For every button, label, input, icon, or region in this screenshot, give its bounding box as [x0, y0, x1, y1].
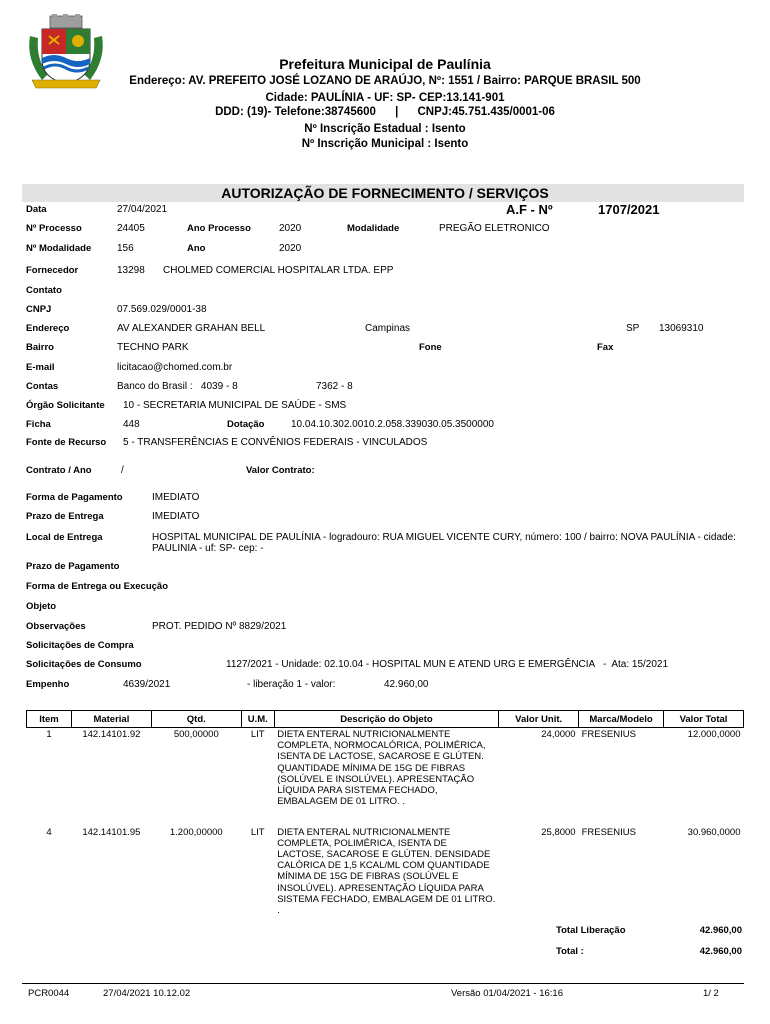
cell-qtd: 1.200,00000: [169, 826, 223, 838]
footer-datetime: 27/04/2021 10.12.02: [103, 988, 191, 999]
cell-valor-unit: 25,8000: [541, 826, 576, 838]
cell-descricao: DIETA ENTERAL NUTRICIONALMENTE COMPLETA, NORMOCALÓRICA, POLIMÉRICA, ISENTA DE LACTOSE, SACAROSE E GLÚTEN. QUANTIDADE MÍNIMA DE 15G DE FIBRAS (SOLÚVEL E INSOLÚVEL). APRESENTAÇÃO LÍQUIDA PARA SISTEMA FECHADO, EMBALAGEM DE 01 LITRO. .: [277, 729, 486, 808]
fornecedor-code: 13298: [117, 265, 145, 276]
fax-label: Fax: [597, 342, 614, 353]
modalidade-label: Modalidade: [347, 223, 400, 234]
footer-page-number: 1/ 2: [703, 988, 719, 999]
n-modalidade-label: Nº Modalidade: [26, 243, 92, 254]
cnpj-label: CNPJ: [26, 304, 52, 315]
af-label: A.F - Nº: [506, 202, 553, 217]
prazo-pagamento-label: Prazo de Pagamento: [26, 561, 120, 572]
cell-qtd: 500,00000: [173, 729, 219, 740]
contas-account: 7362 - 8: [316, 381, 353, 392]
cell-item: 4: [46, 826, 52, 838]
contrato-value: /: [121, 465, 124, 476]
contas-label: Contas: [26, 381, 59, 392]
bairro-value: TECHNO PARK: [117, 342, 189, 353]
liberacao-label: - liberação 1 - valor:: [247, 679, 336, 690]
cell-item: 1: [46, 729, 52, 740]
document-title: AUTORIZAÇÃO DE FORNECIMENTO / SERVIÇOS: [221, 185, 549, 201]
table-header-row: [27, 711, 744, 728]
ficha-label: Ficha: [26, 419, 51, 430]
cell-material: 142.14101.92: [82, 729, 141, 740]
footer-divider: [22, 983, 744, 984]
cell-valor-unit: 24,0000: [541, 729, 576, 740]
col-header-valor-total: Valor Total: [664, 711, 744, 728]
cell-material: 142.14101.95: [82, 826, 141, 838]
col-header-descricao: Descrição do Objeto: [274, 711, 499, 728]
org-address: Endereço: AV. PREFEITO JOSÉ LOZANO DE ARAÚJO, Nº: 1551 / Bairro: PARQUE BRASIL 500: [129, 75, 641, 87]
cidade-value: Campinas: [365, 323, 411, 334]
observacoes-label: Observações: [26, 621, 86, 632]
observacoes-value: PROT. PEDIDO Nº 8829/2021: [152, 621, 287, 632]
processo-label: Nº Processo: [26, 223, 82, 234]
ficha-value: 448: [123, 419, 140, 430]
municipal-registration: Nº Inscrição Municipal : Isento: [301, 138, 469, 150]
total-liberacao-label: Total Liberação: [556, 925, 626, 936]
org-name: Prefeitura Municipal de Paulínia: [279, 56, 491, 72]
data-value: 27/04/2021: [117, 204, 168, 215]
cell-valor-total: 30.960,0000: [687, 826, 741, 838]
col-header-material: Material: [71, 711, 151, 728]
cell-um: LIT: [250, 826, 265, 838]
local-entrega-label: Local de Entrega: [26, 532, 103, 543]
forma-pagamento-label: Forma de Pagamento: [26, 492, 123, 503]
ano-value: 2020: [279, 243, 302, 254]
cell-descricao: DIETA ENTERAL NUTRICIONALMENTE COMPLETA, POLIMÉRICA, ISENTA DE LACTOSE, SACAROSE E GLÚTEN. DENSIDADE CALÓRICA DE 1,5 KCAL/ML COM QUANTIDADE MÍNIMA DE 15G DE FIBRAS (SOLÚVEL E INSOLÚVEL). APRESENTAÇÃO LÍQUIDA PARA SISTEMA FECHADO, EMBALAGEM DE 01 LITRO. .: [277, 826, 496, 916]
table-row: [27, 826, 744, 918]
liberacao-value: 42.960,00: [384, 679, 429, 690]
total-label: Total :: [556, 946, 584, 957]
dotacao-label: Dotação: [227, 419, 265, 430]
dotacao-value: 10.04.10.302.0010.2.058.339030.05.3500000: [291, 419, 494, 430]
data-label: Data: [26, 204, 47, 215]
total-value: 42.960,00: [699, 946, 742, 957]
fonte-value: 5 - TRANSFERÊNCIAS E CONVÊNIOS FEDERAIS - VINCULADOS: [123, 437, 428, 448]
total-liberacao-value: 42.960,00: [699, 925, 742, 936]
fonte-label: Fonte de Recurso: [26, 437, 107, 448]
items-table: [26, 710, 744, 917]
col-header-item: Item: [27, 711, 72, 728]
uf-value: SP: [626, 323, 640, 334]
n-modalidade-value: 156: [117, 243, 134, 254]
email-label: E-mail: [26, 362, 55, 373]
footer-report-code: PCR0044: [28, 988, 70, 999]
col-header-marca: Marca/Modelo: [579, 711, 664, 728]
orgao-label: Órgão Solicitante: [26, 400, 105, 411]
cell-marca: FRESENIUS: [581, 826, 636, 838]
bairro-label: Bairro: [26, 342, 54, 353]
fornecedor-name: CHOLMED COMERCIAL HOSPITALAR LTDA. EPP: [163, 265, 394, 276]
contas-bank: Banco do Brasil : 4039 - 8: [117, 381, 238, 392]
local-entrega-value: HOSPITAL MUNICIPAL DE PAULÍNIA - logradouro: RUA MIGUEL VICENTE CURY, número: 100 / bairro: NOVA PAULÍNIA - cidade: PAULINIA - uf: SP- cep: -: [152, 532, 736, 555]
cep-value: 13069310: [659, 323, 704, 334]
cell-valor-total: 12.000,0000: [687, 729, 741, 740]
af-number: 1707/2021: [598, 202, 660, 217]
forma-execucao-label: Forma de Entrega ou Execução: [26, 581, 169, 592]
col-header-valor-unit: Valor Unit.: [499, 711, 579, 728]
email-value: licitacao@chomed.com.br: [117, 362, 233, 373]
prazo-entrega-label: Prazo de Entrega: [26, 511, 104, 522]
table-row: [27, 728, 744, 826]
org-city: Cidade: PAULÍNIA - UF: SP- CEP:13.141-901: [265, 92, 505, 104]
empenho-label: Empenho: [26, 679, 70, 690]
fornecedor-label: Fornecedor: [26, 265, 79, 276]
objeto-label: Objeto: [26, 601, 57, 612]
endereco-label: Endereço: [26, 323, 70, 334]
forma-pagamento-value: IMEDIATO: [152, 492, 200, 503]
fone-label: Fone: [419, 342, 442, 353]
footer-version: Versão 01/04/2021 - 16:16: [451, 988, 563, 999]
orgao-value: 10 - SECRETARIA MUNICIPAL DE SAÚDE - SMS: [123, 400, 347, 411]
prazo-entrega-value: IMEDIATO: [152, 511, 200, 522]
valor-contrato-label: Valor Contrato:: [246, 465, 315, 476]
endereco-value: AV ALEXANDER GRAHAN BELL: [117, 323, 266, 334]
solicitacoes-compra-label: Solicitações de Compra: [26, 640, 134, 651]
cell-marca: FRESENIUS: [581, 729, 636, 740]
solicitacoes-consumo-label: Solicitações de Consumo: [26, 659, 142, 670]
org-phone-cnpj: DDD: (19)- Telefone:38745600 | CNPJ:45.751.435/0001-06: [215, 106, 555, 118]
processo-value: 24405: [117, 223, 145, 234]
contrato-label: Contrato / Ano: [26, 465, 92, 476]
solicitacoes-consumo-value: 1127/2021 - Unidade: 02.10.04 - HOSPITAL MUN E ATEND URG E EMERGÊNCIA - Ata: 15/2021: [226, 659, 669, 670]
ano-processo-value: 2020: [279, 223, 302, 234]
contato-label: Contato: [26, 285, 62, 296]
cell-um: LIT: [250, 729, 265, 740]
empenho-value: 4639/2021: [123, 679, 171, 690]
col-header-qtd: Qtd.: [151, 711, 241, 728]
ano-label: Ano: [187, 243, 206, 254]
state-registration: Nº Inscrição Estadual : Isento: [304, 123, 466, 135]
ano-processo-label: Ano Processo: [187, 223, 251, 234]
cnpj-value: 07.569.029/0001-38: [117, 304, 207, 315]
col-header-um: U.M.: [241, 711, 274, 728]
modalidade-value: PREGÃO ELETRONICO: [439, 223, 550, 234]
